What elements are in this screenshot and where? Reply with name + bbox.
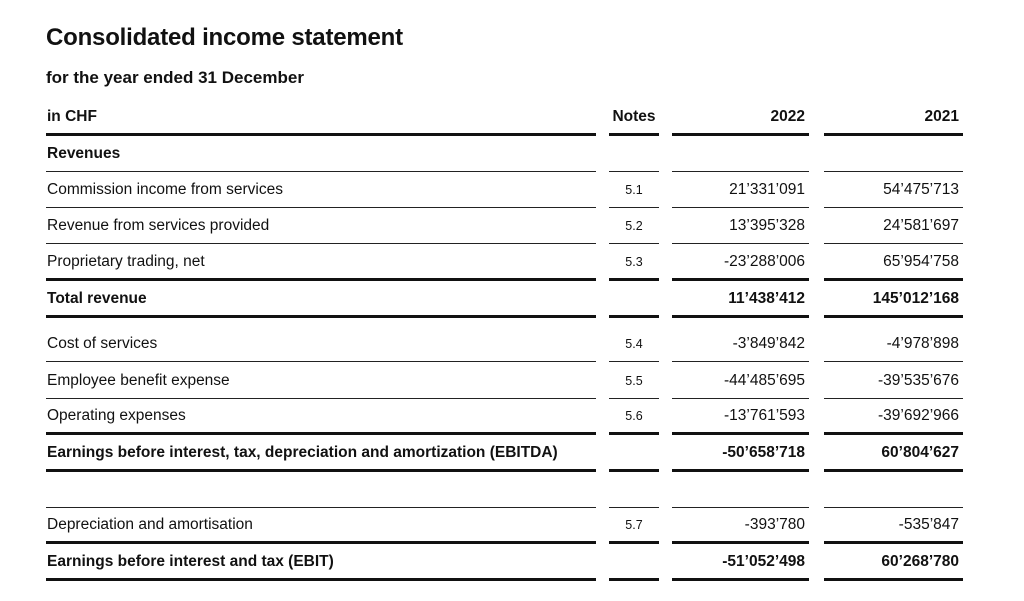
row-notes xyxy=(609,436,659,472)
table-row xyxy=(0,208,1024,244)
row-notes xyxy=(609,472,659,508)
ebitda-row xyxy=(0,436,1024,472)
row-notes xyxy=(609,545,659,581)
header-currency: in CHF xyxy=(46,100,596,136)
row-notes: 5.5 xyxy=(609,363,659,399)
table-row xyxy=(0,399,1024,435)
page-title: Consolidated income statement xyxy=(46,24,403,51)
table-row xyxy=(0,363,1024,399)
row-value-2021: -39’692’966 xyxy=(824,399,963,435)
row-value-2022: 21’331’091 xyxy=(672,172,809,208)
row-label: Employee benefit expense xyxy=(46,363,596,399)
row-value-2021: 24’581’697 xyxy=(824,208,963,244)
table-header-row xyxy=(0,100,1024,136)
row-value-2022: -3’849’842 xyxy=(672,326,809,362)
row-value-2022: -51’052’498 xyxy=(672,545,809,581)
row-label: Cost of services xyxy=(46,326,596,362)
table-row xyxy=(0,326,1024,362)
row-label: Proprietary trading, net xyxy=(46,245,596,281)
row-notes: 5.1 xyxy=(609,172,659,208)
row-value-2021: 60’268’780 xyxy=(824,545,963,581)
row-value-2021: 65’954’758 xyxy=(824,245,963,281)
row-value-2021: -39’535’676 xyxy=(824,363,963,399)
row-value-2021: 54’475’713 xyxy=(824,172,963,208)
row-value-2021 xyxy=(824,136,963,172)
row-label: Total revenue xyxy=(46,282,596,318)
spacer-row xyxy=(0,472,1024,508)
row-value-2021: -535’847 xyxy=(824,508,963,544)
header-year-2022: 2022 xyxy=(672,100,809,136)
row-value-2021: -4’978’898 xyxy=(824,326,963,362)
row-label: Commission income from services xyxy=(46,172,596,208)
row-label xyxy=(46,472,596,508)
row-value-2021: 145’012’168 xyxy=(824,282,963,318)
row-notes: 5.2 xyxy=(609,208,659,244)
row-notes: 5.6 xyxy=(609,399,659,435)
section-heading-row xyxy=(0,136,1024,172)
row-value-2022 xyxy=(672,472,809,508)
row-value-2022: -23’288’006 xyxy=(672,245,809,281)
row-label: Earnings before interest, tax, depreciation and amortization (EBITDA) xyxy=(46,436,596,472)
row-value-2022: -44’485’695 xyxy=(672,363,809,399)
row-label: Earnings before interest and tax (EBIT) xyxy=(46,545,596,581)
header-notes: Notes xyxy=(609,100,659,136)
row-label: Revenue from services provided xyxy=(46,208,596,244)
ebit-row xyxy=(0,545,1024,581)
row-value-2022: -393’780 xyxy=(672,508,809,544)
row-value-2022: 13’395’328 xyxy=(672,208,809,244)
row-value-2021: 60’804’627 xyxy=(824,436,963,472)
row-label: Depreciation and amortisation xyxy=(46,508,596,544)
total-row xyxy=(0,282,1024,318)
header-year-2021: 2021 xyxy=(824,100,963,136)
table-row xyxy=(0,508,1024,544)
row-value-2021 xyxy=(824,472,963,508)
table-row xyxy=(0,245,1024,281)
row-value-2022: -13’761’593 xyxy=(672,399,809,435)
table-row xyxy=(0,172,1024,208)
row-notes: 5.7 xyxy=(609,508,659,544)
page-subtitle: for the year ended 31 December xyxy=(46,68,304,87)
row-notes: 5.3 xyxy=(609,245,659,281)
row-value-2022: -50’658’718 xyxy=(672,436,809,472)
row-value-2022: 11’438’412 xyxy=(672,282,809,318)
row-notes xyxy=(609,136,659,172)
row-label: Revenues xyxy=(46,136,596,172)
row-label: Operating expenses xyxy=(46,399,596,435)
row-notes xyxy=(609,282,659,318)
row-value-2022 xyxy=(672,136,809,172)
row-notes: 5.4 xyxy=(609,326,659,362)
